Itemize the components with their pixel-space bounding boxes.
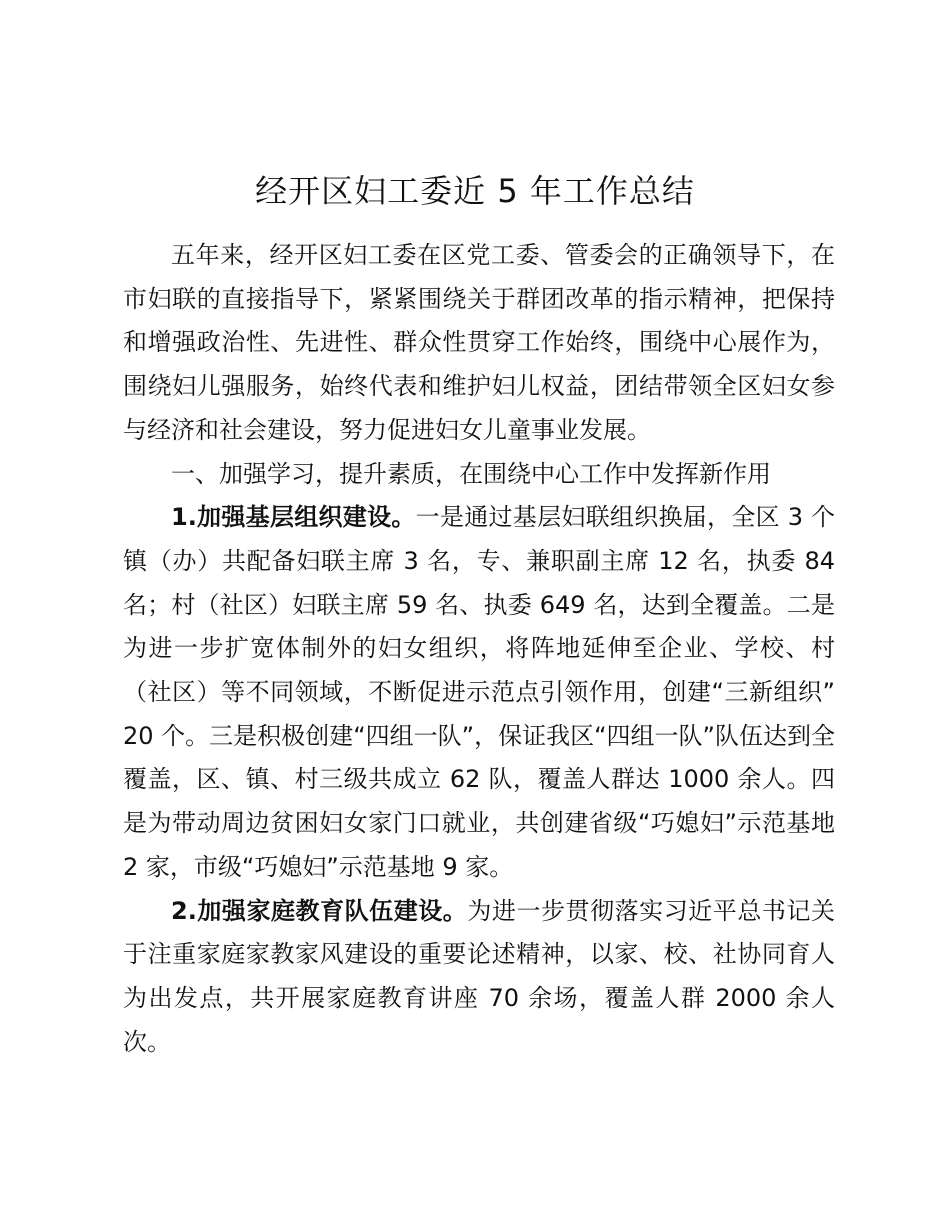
item-1-heading: 1.加强基层组织建设。 [171,503,416,532]
section-heading: 一、加强学习，提升素质，在围绕中心工作中发挥新作用 [171,459,771,488]
item-2-heading: 2.加强家庭教育队伍建设。 [171,896,468,925]
item-2-paragraph [123,890,835,1065]
item-1-text: 一是通过基层妇联组织换届，全区 3 个镇（办）共配备妇联主席 3 名，专、兼职副主席 12 名，执委 84 名；村（社区）妇联主席 59 名、执委 649 名，达到全覆盖。二是为进一步扩宽体制外的妇女组织，将阵地延伸至企业、学校、村（社区）等不同领域，不断促进示范点引领作用，创建“三新组织” 20 个。三是积极创建“四组一队”，保证我区“四组一队”队伍达到全覆盖，区、镇、村三级共成立 62 队，覆盖人群达 1000 余人。四是为带动周边贫困妇女家门口就业，共创建省级“巧媳妇”示范基地 2 家，市级“巧媳妇”示范基地 9 家。 [123,503,835,881]
document-title: 经开区妇工委近 5 年工作总结 [255,172,695,210]
document-body [123,234,835,1064]
item-1-paragraph [123,496,835,889]
intro-paragraph: 五年来，经开区妇工委在区党工委、管委会的正确领导下，在市妇联的直接指导下，紧紧围绕关于群团改革的指示精神，把保持和增强政治性、先进性、群众性贯穿工作始终，围绕中心展作为，围绕妇儿强服务，始终代表和维护妇儿权益，团结带领全区妇女参与经济和社会建设，努力促进妇女儿童事业发展。 [123,241,835,444]
item-2-text: 为进一步贯彻落实习近平总书记关于注重家庭家教家风建设的重要论述精神，以家、校、社协同育人为出发点，共开展家庭教育讲座 70 余场，覆盖人群 2000 余人次。 [123,896,835,1056]
